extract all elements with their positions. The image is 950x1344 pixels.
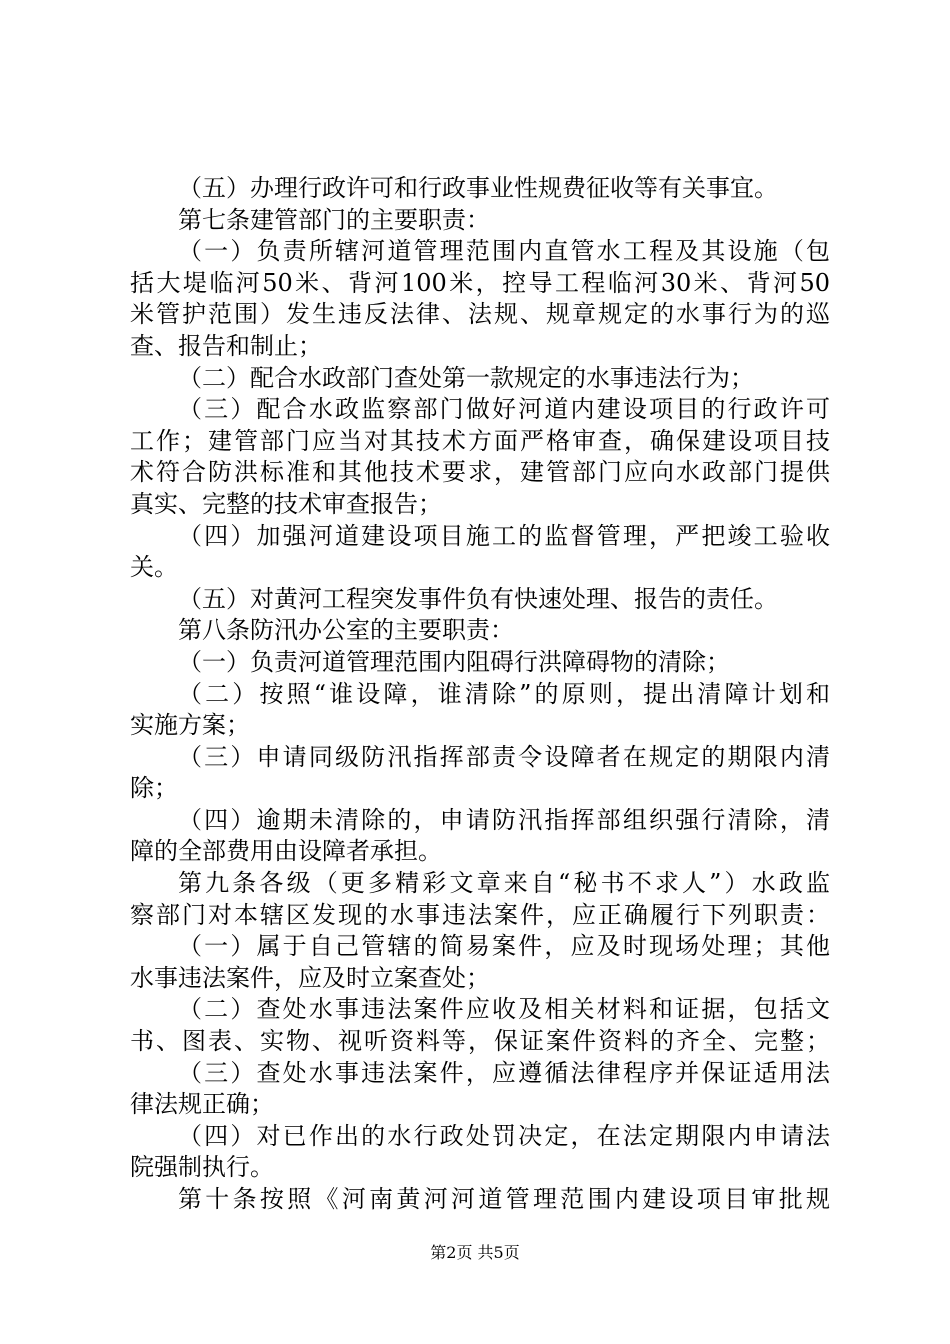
text-line: （一）负责所辖河道管理范围内直管水工程及其设施（包 [178,237,830,266]
text-line: 书、图表、实物、视听资料等，保证案件资料的齐全、完整； [130,1027,830,1056]
text-line: 术符合防洪标准和其他技术要求，建管部门应向水政部门提供 [130,458,830,487]
page-footer: 第2页 共5页 [430,1243,520,1262]
text-line: （二）按照“谁设障，谁清除”的原则，提出清障计划和 [178,679,830,708]
text-line: （五）对黄河工程突发事件负有快速处理、报告的责任。 [178,584,778,613]
text-line: 米管护范围）发生违反法律、法规、规章规定的水事行为的巡 [130,300,830,329]
text-line: 院强制执行。 [130,1153,274,1182]
text-line: 律法规正确； [130,1090,274,1119]
text-line: （一）属于自己管辖的简易案件，应及时现场处理；其他 [178,932,830,961]
document-body [130,173,830,1216]
text-line: 括大堤临河50米、背河100米，控导工程临河30米、背河50 [130,268,830,297]
text-line: 第八条防汛办公室的主要职责： [178,616,514,645]
text-line: （二）配合水政部门查处第一款规定的水事违法行为； [178,363,754,392]
text-line: （三）申请同级防汛指挥部责令设障者在规定的期限内清 [178,742,830,771]
text-line: 障的全部费用由设障者承担。 [130,837,442,866]
text-line: （三）配合水政监察部门做好河道内建设项目的行政许可 [178,395,830,424]
text-line: （四）加强河道建设项目施工的监督管理，严把竣工验收 [178,521,830,550]
text-line: 关。 [130,553,178,582]
text-line: 工作；建管部门应当对其技术方面严格审查，确保建设项目技 [130,426,830,455]
text-line: 实施方案； [130,711,250,740]
text-line: 查、报告和制止； [130,331,322,360]
text-line: （二）查处水事违法案件应收及相关材料和证据，包括文 [178,995,830,1024]
text-line: （四）逾期未清除的，申请防汛指挥部组织强行清除，清 [178,805,830,834]
text-line: 第十条按照《河南黄河河道管理范围内建设项目审批规 [178,1185,830,1213]
text-line: 第七条建管部门的主要职责： [178,205,490,234]
text-line: 真实、完整的技术审查报告； [130,489,442,518]
text-line: （五）办理行政许可和行政事业性规费征收等有关事宜。 [178,174,778,202]
text-line: （四）对已作出的水行政处罚决定，在法定期限内申请法 [178,1121,830,1150]
text-line: 第九条各级（更多精彩文章来自“秘书不求人”）水政监 [178,869,830,898]
text-line: 水事违法案件，应及时立案查处； [130,963,490,992]
text-line: 察部门对本辖区发现的水事违法案件，应正确履行下列职责： [130,900,830,929]
text-line: 除； [130,774,178,803]
text-line: （一）负责河道管理范围内阻碍行洪障碍物的清除； [178,647,730,676]
text-line: （三）查处水事违法案件，应遵循法律程序并保证适用法 [178,1058,830,1087]
